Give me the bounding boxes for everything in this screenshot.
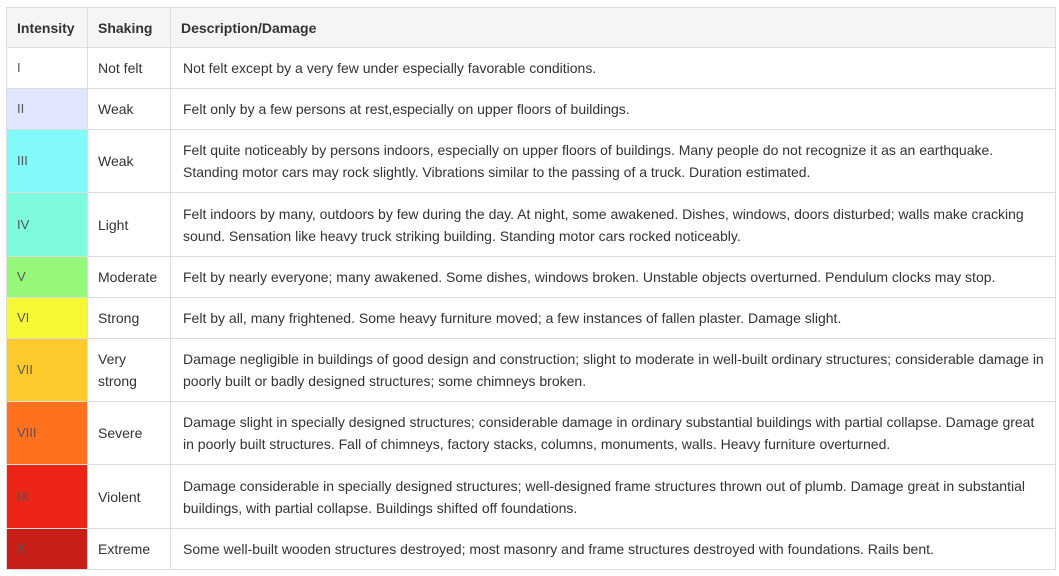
description-cell: Felt by nearly everyone; many awakened. Some dishes, windows broken. Unstable objects overturned. Pendulum clocks may stop.	[171, 257, 1056, 298]
intensity-cell: VI	[7, 298, 88, 339]
description-cell: Damage negligible in buildings of good design and construction; slight to moderate in well-built ordinary structures; considerable damage in poorly built or badly designed structures; some chimneys broken.	[171, 339, 1056, 402]
shaking-cell: Very strong	[88, 339, 171, 402]
description-cell: Damage considerable in specially designed structures; well-designed frame structures thrown out of plumb. Damage great in substantial buildings, with partial collapse. Buildings shifted off foundations.	[171, 465, 1056, 529]
intensity-cell: III	[7, 130, 88, 193]
description-cell: Damage slight in specially designed structures; considerable damage in ordinary substantial buildings with partial collapse. Damage great in poorly built structures. Fall of chimneys, factory stacks, columns, monuments, walls. Heavy furniture overturned.	[171, 402, 1056, 465]
intensity-cell: IX	[7, 465, 88, 529]
shaking-cell: Violent	[88, 465, 171, 529]
description-cell: Felt quite noticeably by persons indoors, especially on upper floors of buildings. Many people do not recognize it as an earthquake. Standing motor cars may rock slightly. Vibrations similar to the passing of a truck. Duration estimated.	[171, 130, 1056, 193]
intensity-table	[6, 7, 1056, 570]
description-cell: Felt by all, many frightened. Some heavy furniture moved; a few instances of fallen plaster. Damage slight.	[171, 298, 1056, 339]
header-intensity: Intensity	[7, 8, 88, 48]
description-cell: Felt indoors by many, outdoors by few during the day. At night, some awakened. Dishes, windows, doors disturbed; walls make cracking sound. Sensation like heavy truck striking building. Standing motor cars rocked noticeably.	[171, 193, 1056, 257]
table-row	[7, 298, 1056, 339]
shaking-cell: Severe	[88, 402, 171, 465]
description-cell: Not felt except by a very few under especially favorable conditions.	[171, 48, 1056, 89]
intensity-table-container	[6, 7, 1055, 570]
table-header-row	[7, 8, 1056, 48]
description-cell: Some well-built wooden structures destroyed; most masonry and frame structures destroyed with foundations. Rails bent.	[171, 529, 1056, 570]
intensity-cell: IV	[7, 193, 88, 257]
header-description: Description/Damage	[171, 8, 1056, 48]
intensity-cell: II	[7, 89, 88, 130]
intensity-cell: VII	[7, 339, 88, 402]
shaking-cell: Weak	[88, 130, 171, 193]
table-row	[7, 529, 1056, 570]
table-row	[7, 193, 1056, 257]
intensity-cell: X	[7, 529, 88, 570]
intensity-cell: V	[7, 257, 88, 298]
table-row	[7, 89, 1056, 130]
header-shaking: Shaking	[88, 8, 171, 48]
table-row	[7, 48, 1056, 89]
shaking-cell: Moderate	[88, 257, 171, 298]
intensity-cell: VIII	[7, 402, 88, 465]
shaking-cell: Light	[88, 193, 171, 257]
table-row	[7, 130, 1056, 193]
table-row	[7, 257, 1056, 298]
shaking-cell: Not felt	[88, 48, 171, 89]
shaking-cell: Strong	[88, 298, 171, 339]
table-row	[7, 339, 1056, 402]
shaking-cell: Weak	[88, 89, 171, 130]
description-cell: Felt only by a few persons at rest,especially on upper floors of buildings.	[171, 89, 1056, 130]
table-row	[7, 402, 1056, 465]
shaking-cell: Extreme	[88, 529, 171, 570]
intensity-cell: I	[7, 48, 88, 89]
table-row	[7, 465, 1056, 529]
